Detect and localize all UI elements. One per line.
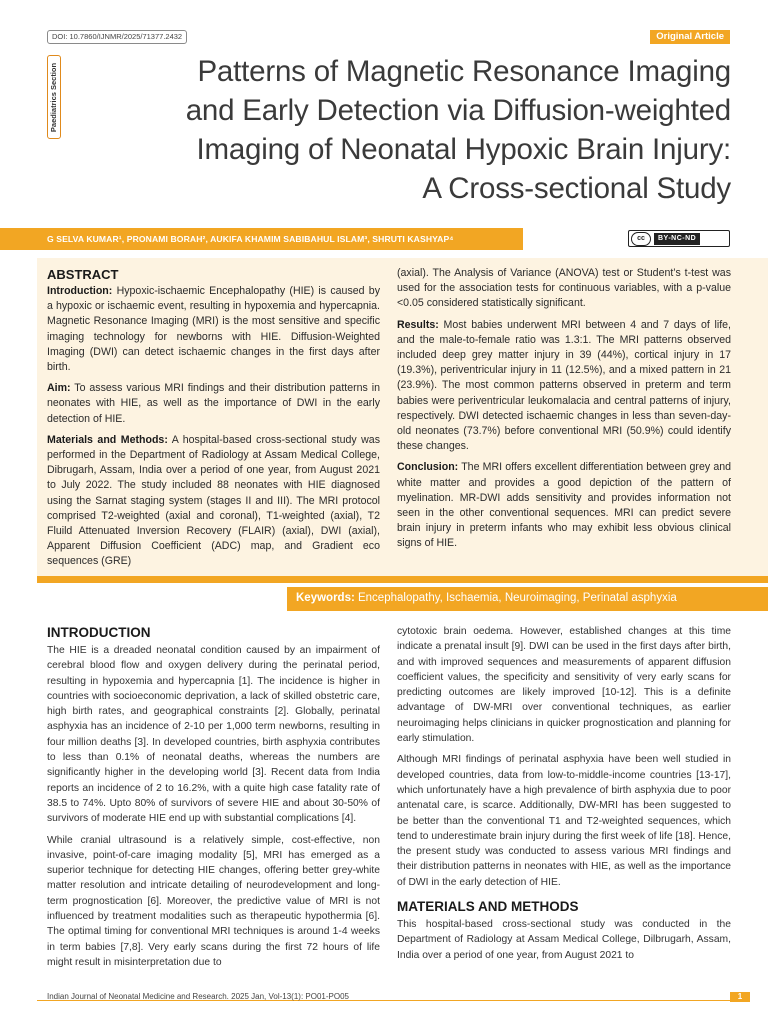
introduction-paragraph-3: Although MRI findings of perinatal asphyxia have been well studied in developed countries, data from low-to-middle-income countries [13-17], which unfortunately have a high prevalence of birth asphyxia due to poor antenatal care, is scarce. Additionally, DW-MRI has been suggested to be better than the conventional T1 and T2-weighted sequences, which tend to underestimate brain injury during the first week of life [18]. Hence, the present study was conducted to assess various MRI findings and their distribution patterns in neonates with HIE, as well as the importance of DWI in the early detection of HIE. xyxy=(397,754,731,888)
introduction-heading: INTRODUCTION xyxy=(47,625,151,640)
abstract-heading: ABSTRACT xyxy=(47,267,119,282)
abstract-right-column xyxy=(397,266,731,558)
title-line-2: and Early Detection via Diffusion-weighted xyxy=(185,94,731,127)
license-badge[interactable] xyxy=(628,230,730,247)
abstract-introduction: Introduction: Hypoxic-ischaemic Encephalopathy (HIE) is caused by a hypoxic or ischaemic event, resulting in hypoxemia and hypercapnia. Magnetic Resonance Imaging (MRI) is the most sensitive and specific imaging technology for newborns with HIE. Diffusion-Weighted Imaging (DWI) can detect ischaemic changes in the first days after birth. xyxy=(47,285,380,374)
abstract-methods-continued: (axial). The Analysis of Variance (ANOVA) test or Student’s t-test was used for the association tests for continuous variables, with a p-value <0.05 considered statistically significant. xyxy=(397,267,731,310)
section-tab xyxy=(47,55,61,139)
article-title xyxy=(120,52,731,208)
title-line-4: A Cross-sectional Study xyxy=(422,172,731,205)
methods-heading: MATERIALS AND METHODS xyxy=(397,899,579,915)
page-number: 1 xyxy=(730,992,750,1002)
author-bar: G SELVA KUMAR¹, PRONAMI BORAH², AUKIFA KHAMIM SABIBAHUL ISLAM³, SHRUTI KASHYAP⁴ xyxy=(0,228,523,250)
body-right-column xyxy=(397,624,731,969)
abstract-bottom-rule xyxy=(37,576,768,583)
body-left-column xyxy=(47,624,380,976)
cc-icon: cc xyxy=(631,232,651,246)
article-type-badge: Original Article xyxy=(650,30,730,44)
introduction-paragraph-1: The HIE is a dreaded neonatal condition caused by an impairment of cerebral blood flow and oxygen delivery during the perinatal period, resulting in hypoxemia and hypercapnia [1]. The incidence is higher in countries with socioeconomic deprivation, a lack of skilled obstetric care, high birth rates, and geographical constraints [2]. Globally, perinatal asphyxia has an incidence of 2-10 per 1,000 term newborns, resulting in four million deaths [3]. In developed countries, birth asphyxia contributes to less than 0.1% of neonatal deaths, whereas the numbers are significantly higher in the developing world [3]. Recent data from India reports an incidence of 2 to 16.2%, with a quite high case fatality rate of 38.5 to 74%. Upto 80% of survivors of severe HIE and about 30-50% of survivors of moderate HIE end up with substantial complications [4]. xyxy=(47,645,380,825)
section-label: Paediatrics Section xyxy=(49,62,59,132)
methods-paragraph-1: This hospital-based cross-sectional study was conducted in the Department of Radiology at Assam Medical College, Dilbrugarh, Assam, India over a period of one year, from August 2021 to xyxy=(397,919,731,961)
title-line-1: Patterns of Magnetic Resonance Imaging xyxy=(197,55,731,88)
abstract-left-column xyxy=(47,266,380,576)
doi-label: DOI: 10.7860/IJNMR/2025/71377.2432 xyxy=(47,30,187,44)
keywords-label: Keywords: xyxy=(296,592,355,604)
title-line-3: Imaging of Neonatal Hypoxic Brain Injury: xyxy=(196,133,731,166)
keywords-bar xyxy=(287,587,768,611)
license-text: BY-NC-ND xyxy=(654,233,700,245)
abstract-conclusion: Conclusion: The MRI offers excellent differentiation between grey and white matter and provides a good depiction of the pattern of myelination. MR-DWI adds sensitivity and provides information not seen in the other conventional sequences. MRI can predict severe brain injury in preterm infants who may exhibit less obvious clinical signs of HIE. xyxy=(397,461,731,550)
introduction-paragraph-2-continued: cytotoxic brain oedema. However, established changes at this time indicate a prenatal insult [9]. DWI can be used in the first days after birth, and with improved sequences and measurements of apparent diffusion coefficient values, the specificity and sensitivity of very early scans for predicting outcomes are likely improved [10-12]. This is a definite advantage of DW-MRI over conventional techniques, as earlier neuroimaging helps clinicians in quicker prognostication and planning for early stimulation. xyxy=(397,626,731,745)
abstract-methods: Materials and Methods: A hospital-based cross-sectional study was performed in the Department of Radiology at Assam Medical College, Dibrugarh, Assam, India over a period of one year, from August 2021 to July 2022. The study included 88 neonates with HIE diagnosed using the Sarnat staging system (stages II and III). The MRI protocol comprised T2-weighted (axial and coronal), T1-weighted (axial), T2 Fluild Attenuated Inversion Recovery (FLAIR) (axial), DWI (axial), Apparent Diffusion Coefficient (ADC) map, and Gradient eco sequences (GRE) xyxy=(47,433,380,568)
keywords-text: Encephalopathy, Ischaemia, Neuroimaging, Perinatal asphyxia xyxy=(354,592,677,604)
footer-citation: Indian Journal of Neonatal Medicine and Research. 2025 Jan, Vol-13(1): PO01-PO05 xyxy=(47,992,349,1001)
introduction-paragraph-2: While cranial ultrasound is a relatively simple, cost-effective, non invasive, point-of-care imaging modality [5], MRI has emerged as a superior technique for detecting HIE changes, offering better grey-white matter resolution and intricate detailing of neurodevelopment and long-term prognostication [6]. Moreover, the predictive value of MRI is not influenced by treatment modalities such as therapeutic hypothermia [6]. The optimal timing for conventional MRI techniques is around 1-4 weeks in term babies [7,8]. Very early scans during the first 72 hours of life might result in misinterpretation due to xyxy=(47,834,380,968)
abstract-aim: Aim: To assess various MRI findings and their distribution patterns in neonates with HIE, as well as the importance of DWI in the early detection of HIE. xyxy=(47,382,380,425)
abstract-results: Results: Most babies underwent MRI between 4 and 7 days of life, and the male-to-female ratio was 1.3:1. The MRI patterns observed included deep grey matter injury in 39 (44%), cortical injury in 17 (19.3%), periventricular injury in 11 (12.5%), and a mixed pattern in 21 (23.9%). The most common patterns observed in preterm and term babies were periventricular leukomalacia and central patterns of injury, respectively. DWI detected ischaemic changes in less than seven-day-old neonates (73.7%) before conventional MRI (50.9%) could identify these changes. xyxy=(397,318,731,453)
